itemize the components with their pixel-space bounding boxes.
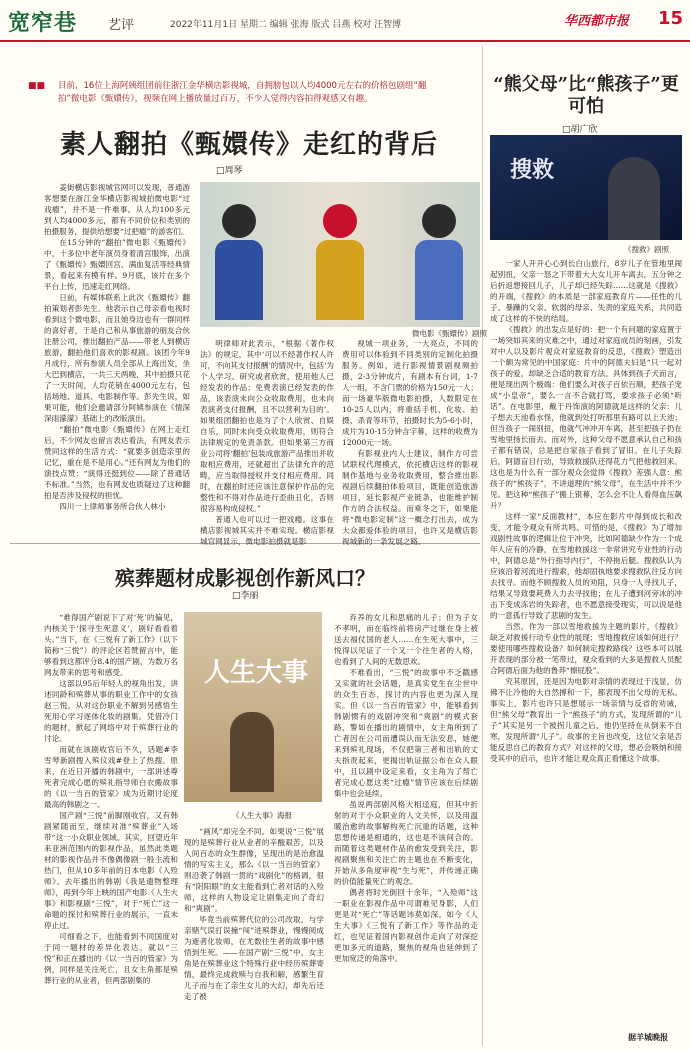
paragraph: 可细看之下，也能看到不同国度对于同一题材的差异化表达。就以“三悦”和正在播出的《以一当百的管家》为例，同样是关注死亡，且女主角都是殡葬行业的从业者，但两部剧集的 [44,932,178,985]
actor-figure [315,204,365,324]
paragraph: “画风”却完全不同。如果说“三悦”展现的是殡葬行业从业者的辛酸艰苦，以及人间百态的众生群像，呈现出的是治愈温情的写实主义，那么《以一当百的管家》则沿袭了韩剧一贯的“戏剧化”的格调，很有“阴阳眼”的女主能看到亡者对话的入殓师，这样的人物设定让剧集走向了奇幻和“爽剧”。 [184,827,324,913]
article1-byline: □周琴 [216,166,243,176]
article3-col [490,258,682,1028]
paragraph: 究其原因，还是因为电影对亲情的表现过于浅显，仿佛不让冷他的大自然搏和一下，都表现不出父母的无私。事实上，影片也许只是想展示一场亲情与反省的劝诫，但“熊父母”教育出一个“熊孩子”的方式，发现所谓的“儿子”其实是另一个被拐儿童之后，他仍坚持在从倒来不自寒，发现所谓“儿子”。故事的主旨也改变，这位父亲是否能反思自己的教育方式？对这样的父母，想必会吸纳和接受其中的启示，也许才能让观众真正看懂这个故事。 [490,677,682,763]
poster-title: 人生大事 [204,658,309,688]
article2-col3 [334,612,478,1042]
article3-caption: 《搜救》剧照 [624,245,669,254]
article1-col1 [44,182,190,536]
poster-figure [230,712,274,792]
article1-lead [28,80,436,106]
article2-col2 [184,826,324,1042]
paragraph: 姜街横店影视城官网可以发现，普通游客想要在浙江金华横店影视城拍微电影“过戏瘾”，并不是一件难事。从人均100多元到人均4000多元，都有不同价位和类别的拍摄服务，提供给想要“过把瘾”的游客们。 [44,183,190,236]
paragraph: 而就在该剧收官后不久，话题#李雪琴新剧搜入殡仪戏#登上了热搜。原来，在近日开播的韩剧中，一部讲述尊死者完成心愿的殡礼指导师白衣搬故事的《以一当百的管家》成为近期讨论度最高的韩剧之一。 [44,745,178,809]
paragraph: 四川一上律师事务所合伙人林小 [59,502,166,511]
actor-figure [608,157,660,240]
article2-title: 殡葬题材成影视创作新风口？ [115,566,375,590]
article3-source: 据羊城晚报 [628,1033,668,1042]
paragraph: 不难看出，“三悦”的故事中不乏戳感又实就的社会话题，是真实党生在尘世中的众生百态，探讨的内容也更为深入现实。但《以一当百的管家》中，能够看到韩剧惯有的戏剧冲突和“爽剧”的模式套路，警如在播出的剧情中，女主角所到了亡者因在公司而遭误认而无法安息，她便来到殡礼现场，不仅把第三者和出轨的丈夫指责起来，更揭出轨证据公布在众人眼中，且以剧中设定来看，女主角为了帮亡者完成心愿这类“过瘾”情节应该在后续剧集中也会延续。 [334,668,478,798]
page-number: 15 [658,8,684,29]
paragraph: 这部以95后年轻人的视角出发，讲述同龄和殡葬从事的职业工作中的女孩赵三悦，从对这份职业不解到另感悟生死用心学习逐体化妆的剧集。凭借冷门的题材，掀起了网络中对于殡葬行业的讨论。 [44,679,178,743]
paragraph: 日前，有媒体联系上此次《甄嬛传》翻拍策划者彭先生。他表示自己母亲看电视时看到这个微电影，而且她身边也有一群同样的喜好者，于是自己和从事旅游的朋友合伙注册公司，推出翻拍产品——带老人到横店旅游，翻拍他们喜欢的影视剧。该团今年9月成行，所有参演人员全部从上海出发，坐大巴到横店，一共三天两晚，其中拍摄只花了一天时间，人均花销在4000元左右，包括场地、道具、电影制作等。彭先生说，如果可能，他们会邀请部分阿姨参演在《情深深雨濛濛》基础上的改版演出。 [44,293,190,423]
poster-title: 搜救 [510,157,555,183]
paragraph: 明律师对此表示，“根据《著作权法》的规定，其中‘可以不经著作权人许可，不向其支付报酬’的情况中，包括‘为个人学习、研究或者欣赏，使用他人已经发表的作品；免费表演已经发表的作品，该表演未向公众收取费用，也未向表演者支付报酬，且不以营利为目的’。如果组团翻拍也是为了个人欣赏、自娱自乐，同时未向受众收取费用，则符合法律规定的免责条款。但如果第三方商业公司将‘翻拍’包装成旅游产品推出并收取相应费用，还就超出了法律允许的范畴，应当取得授权并支付相应费用。同时，在翻拍时还应该注意保护作品的完整性和不得对作品进行歪曲丑化，否则很容易构成侵权。” [200,339,334,513]
paragraph: 当然，作为一部以雪地救援为主题的影片，《搜救》缺乏对救援行动专业性的展现；雪地搜救应该如何进行？要使用哪些搜救设备？如何制定搜救路线？这些本可以展开表现的部分被一笔带过，观众看到的大多是搜救人员配合阿德后面为他的鲁莽“擦屁股”。 [490,622,682,675]
newspaper-logo: 华西都市报 [564,14,630,29]
issue-meta: 2022年11月1日 星期二 编辑 张海 版式 吕燕 校对 汪智博 [170,20,402,30]
article1-photo [200,182,480,327]
article2-caption: 《人生大事》海报 [232,811,292,820]
article1-col2 [200,338,334,546]
article3-photo [490,135,682,240]
paragraph: 毕竟当前殡葬代位的公司改取，与学亲赌气误打误撞“闯”进殡葬业，慢慢阅成为逝者化妆师，在尤数往生者的故事中感悟到生死。——在国产剧“三悦”中，女主角是在殡葬业这个特殊行业中经历殡葬寄情，最终完成救赎与自我和解，感繁生育儿子而与在了亲生女儿的大幻，却先后还走了被 [184,915,324,1001]
paragraph: “翻拍”微电影《甄嬛传》在网上走红后，不少网友也留言表达看法，有网友表示赞同这样的生活方式：“就要多创造亲里的记忆，重在是不是用心。”还有网友为他们的演技点赞：“演得还挺到位——除了普通话不标准。”当然，也有网友也质疑过了这种翻拍是否涉及侵权的担忧。 [44,425,190,500]
paragraph: 这样一家“反面教材”，本应在影片中得到成长和改变，才能令观众有所共鸣。可惜的是，《搜救》为了增加戏剧性故事的逻辑让位于冲突，比如阿德缺少作为一个成年人应有的冷静，在雪地救援这一非常讲究专业性的行动中，阿德总是“外行指导内行”，不停拖后腿。搜救队认为应该沿着河流进行搜索，他却固执地要求搜救队往反方向去找寻。而他不顾搜救人员的劝阻，只身一人寻找儿子，结果又导致要耗费人力去寻找他；在儿子遭到河旁冰的冲击下变成冻岩的失踪者，也不愿意接受现实，可以说是他的一意孤行导致了悲剧的发生。 [490,512,682,620]
article2-byline: □李丽 [232,591,259,601]
article1-title: 素人翻拍《甄嬛传》走红的背后 [60,130,439,160]
paragraph: 在15分钟的“翻拍”微电影《甄嬛传》中，十多位中老年演员身着清宫服饰，出演了《甄嬛传》甄嬛回宫、满血复活等经典情景，看起来有模有样。9月底，该片在多个平台上传，迅速走红网络。 [44,238,190,291]
article3-title: “熊父母”比“熊孩子”更可怕 [493,74,679,117]
article2-poster [184,612,322,802]
subsection-title: 艺评 [108,18,135,33]
paragraph: 有影视业内人士建议，制作方可尝试联权代理模式，依托横店这样的影视制作基地与业务收取费用，整合推出影视剧后续翻拍体验项目，既能创造旅游项目，延长影视产业链条，也能维护制作方的合法权益。而乘冬之下，如果能将“微电影定制”这一概念打出去，成为大众都爱体验的项目，也许又是横店影视城新的一条发展之路。 [342,449,478,546]
article2-col1 [44,612,178,1042]
paragraph: 《搜救》的出发点是好的：把一个有问题的家庭置于一场突如其来的灾难之中，通过对家庭成员的刻画，引发对中人以及影片观众对家庭教育的反思，《搜救》塑造出一个颇为常见的中国家庭：片中的阿德夫妇是“只一起对孩子的爱，却缺乏合适的教育方法。具体到孩子犬而言，便是现出两个极端：他们要么对孩子百依百顺，把孩子宠成“小皇帝”，要么一言不合就打骂，要求孩子必须“听话”。在电影里，戴于丹饰演的阿德就是这样的父亲：儿子想去天池看水怪，他就到处打听那里有路可以上天池；但当孩子一闹别扭，他就气冲冲开车离，甚至把孩子扔在雪地里扬长而去。而对外，这种父母不愿意承认自己和孩子都有错误，总是把自家孩子看到了冒旧。在儿子失踪后，阿德盲目行动，导致救援队还得花力气把他救回来。这也是为什么有一部分观众会觉得《搜救》差强人意：熊孩子的“熊孩子”，不讲道理的“熊父母”，在生活中并不少见。把这种“熊孩子”搬上银幕，怎么会不让人看得血压飙升？ [490,325,682,510]
paragraph: “难得国产剧说下了对‘死’的偏见，内核关于‘探寻生死意义’，剧好看看着头。”当下，在《三悦有了新工作》（以下简称“三悦”）的评论区若赞留言中，能够看到这都评分8.4的国产剧，为数万名网友带来的思考和感受。 [44,613,178,677]
page-header [0,0,690,42]
article1-lead-text: 目前，16位上海阿姨组团前往浙江金华横店影视城，自拥膀包以人均4000元左右的价格包剧组“翻拍”微电影《甄嬛传》，视频在网上播放量过百万，不少人觉得内容拍得观感又有趣。 [58,81,427,104]
paragraph: 国产剧“三悦”前脚刚收官，又有韩剧紧随而至，继续对准“殡葬业”入场带“这一小众职业领域。其实，回望近年来亚洲范围内的影视作品，虽然此类题材的影视作品并不像偶像剧一般主流和热门，但从10多年前的日本电影《入殓师》、去年播出的韩剧《我是遗物整理师》，再到今年上映的国产电影《人生大事》和影视剧“三悦”，对于“死亡”这一命题的探讨和殡葬行业的展示，一直未停止过。 [44,811,178,930]
actor-figure [414,204,464,324]
lead-bullet-icon: ■■ [28,81,46,91]
paragraph: 弃养的女儿和思痛的儿子；但为子女不孝明，而在临终前将房产过继在身上被送去福仗国的老人……在生死大事中，三悦得以见证了一个又一个往生者的人格，也看到了人间的无数思欢。 [334,613,478,666]
paragraph: 一家人开开心心到长白山旅行，8岁儿子在管地里闹起别扭，父亲一怒之下带着大大女儿开车离去，五分钟之后折返想接回儿子，儿子却已经失踪……这就是《搜救》的开端，《搜救》的本质是一部家庭教育片——任性的儿子、暴躁的父亲、软弱的母亲、失责的家庭关系，共同造成了这样的不快的结局。 [490,259,682,323]
paragraph: 虽说两部剧风格大相迳庭，但其中折射的对于小众职业的人文关怀，以及用温暖治愈的故事解构死亡沉重的话题，这种思想传递是相通的，这也是不该间合的。而随着这类题材作品的愈发受到关注，影视剧聚焦和关注亡的主题也在不断变化，开始从多角度审视“生与死”，并传递正确的价值能量死亡的观念。 [334,800,478,886]
paragraph: 视城一项业务，一大亮点，不同的费用可以体验到不同类别的定制化拍摄服务。例如，进行影视情景剧视频拍摄，2-3分钟成片，有剧本有台词，1-7人一组，不含门票的价格为150元一人；而一场豪华版微电影拍摄，人数限定在10-25人以内，将重括手机、化妆、拍摄、杀青等环节，拍摄时长为5-6小时，成片为10-15分钟含字幕，这样的收费为12000元一场。 [342,339,478,447]
article3-byline: □胡广欣 [562,125,598,135]
column-divider [482,46,483,1046]
section-title: 宽窄巷 [8,11,78,36]
paragraph: 偶者将时光倒回十余年，“入殓师”这一职业在影视作品中可谓难见身影，人们更是对“死亡”等话题讳莫如深。如今《人生大事》《三悦有了新工作》等作品的走红，也见证着国内影视创作走向了对深挖更加多元的道路，聚焦的视角也延伸到了更加宽泛的角落中。 [334,888,478,963]
article1-caption: 微电影《甄嬛传》剧照 [412,329,487,338]
paragraph: 普通人也可以过一把戏瘾。这事在横店影视城其实并不难实现。横店影视城官网显示，微电影拍摄就是影 [200,515,334,546]
article1-col3 [342,338,478,546]
actor-figure [214,204,264,324]
